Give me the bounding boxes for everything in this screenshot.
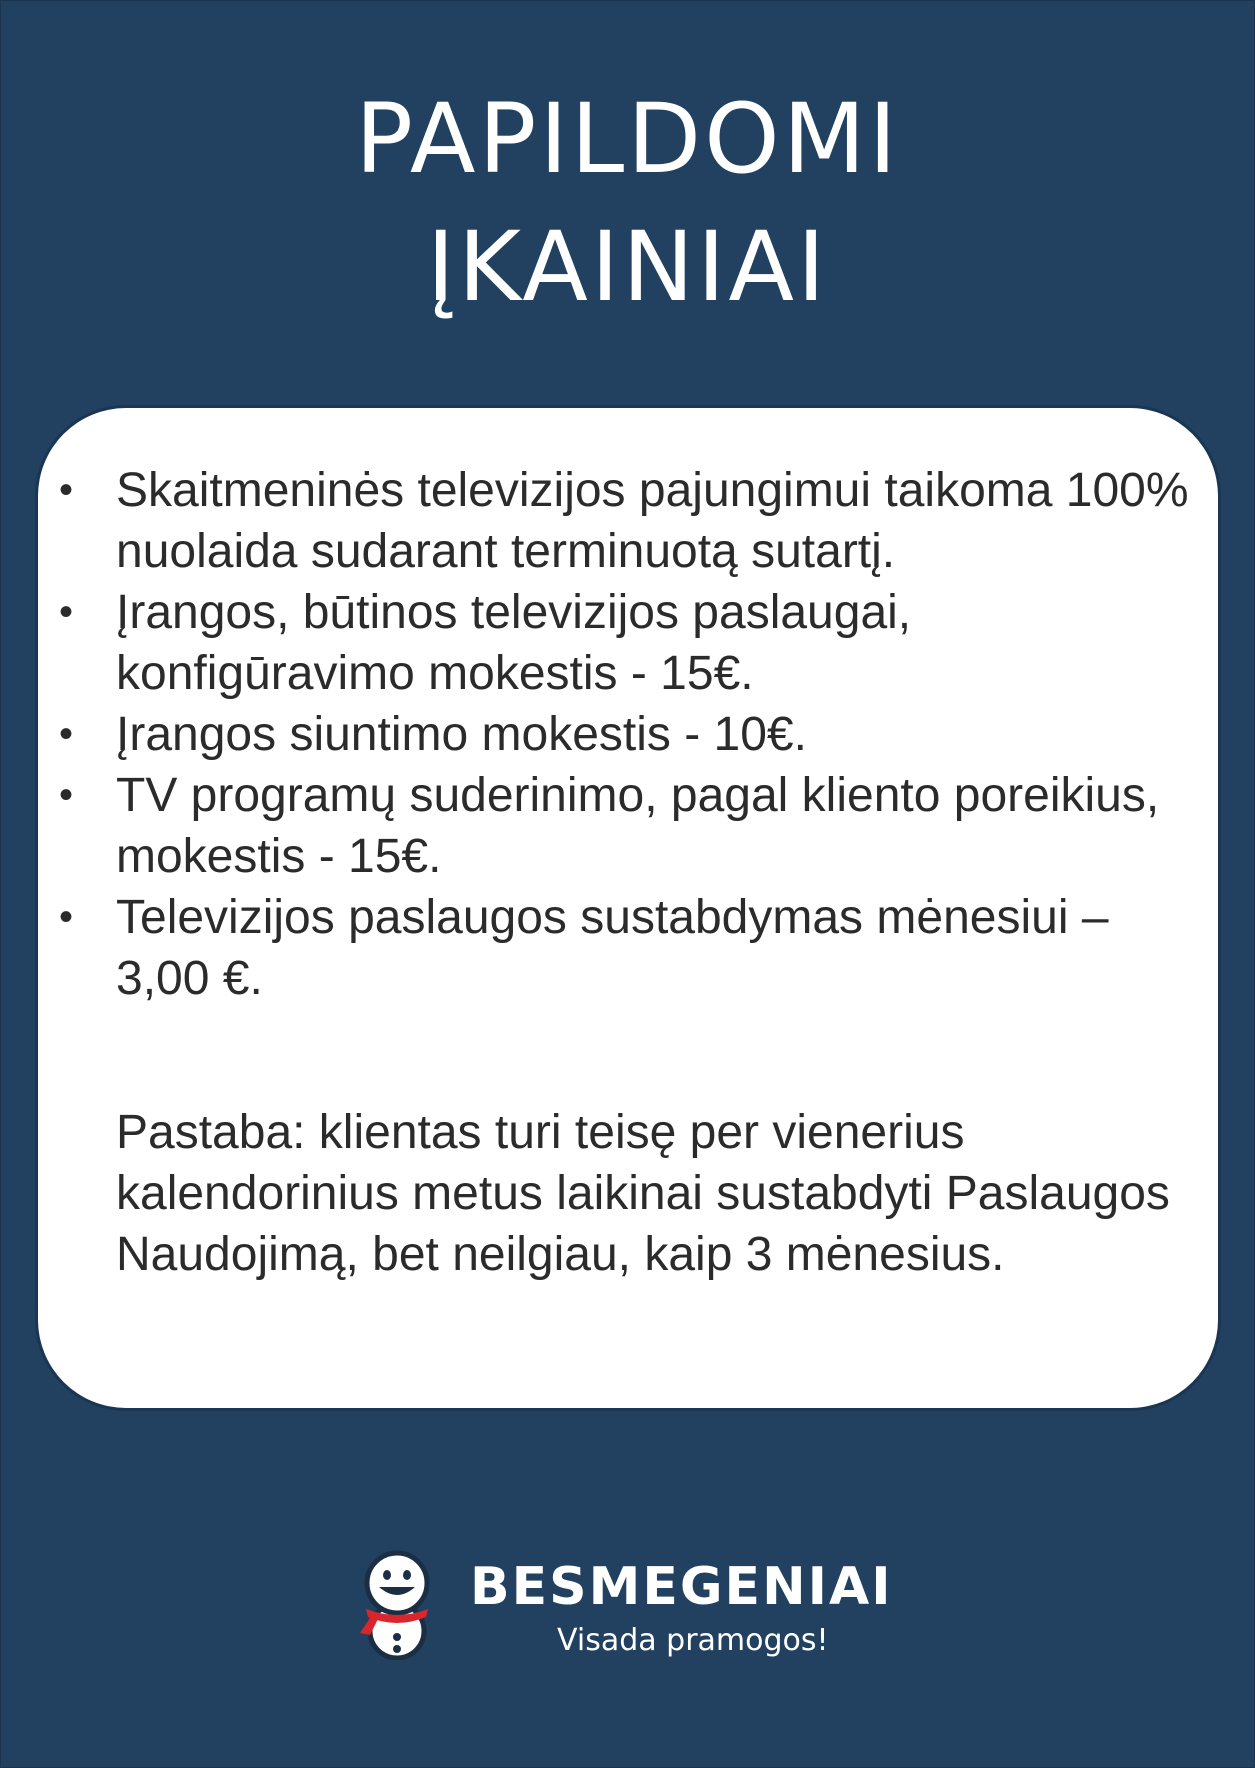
list-item bbox=[38, 765, 1218, 887]
bullet-icon: • bbox=[59, 590, 74, 634]
list-item bbox=[38, 582, 1218, 704]
page-title bbox=[0, 75, 1255, 331]
pricing-list bbox=[38, 460, 1218, 1009]
list-item-text: TV programų suderinimo, pagal kliento poreikius, mokestis - 15€. bbox=[116, 769, 1160, 883]
brand-tagline: Visada pramogos! bbox=[557, 1623, 829, 1658]
list-item-text: Skaitmeninės televizijos pajungimui taikoma 100% nuolaida sudarant terminuotą sutartį. bbox=[116, 464, 1189, 578]
list-item-text: Įrangos siuntimo mokestis - 10€. bbox=[116, 708, 807, 761]
page-title-line-2: ĮKAINIAI bbox=[426, 211, 829, 323]
page-title-line-1: PAPILDOMI bbox=[355, 83, 900, 195]
pricing-card bbox=[38, 408, 1218, 1408]
bullet-icon: • bbox=[59, 773, 74, 817]
bullet-icon: • bbox=[59, 895, 74, 939]
list-item bbox=[38, 704, 1218, 765]
snowman-icon bbox=[352, 1545, 442, 1660]
bullet-icon: • bbox=[59, 468, 74, 512]
list-item bbox=[38, 460, 1218, 582]
list-item-text: Televizijos paslaugos sustabdymas mėnesiui – 3,00 €. bbox=[116, 891, 1109, 1005]
brand-logo bbox=[352, 1545, 912, 1665]
bullet-icon: • bbox=[59, 712, 74, 756]
brand-name: BESMEGENIAI bbox=[470, 1557, 893, 1617]
list-item bbox=[38, 887, 1218, 1009]
list-item-text: Įrangos, būtinos televizijos paslaugai, konfigūravimo mokestis - 15€. bbox=[116, 586, 912, 700]
note-text: Pastaba: klientas turi teisę per vienerius kalendorinius metus laikinai sustabdyti Paslaugos Naudojimą, bet neilgiau, kaip 3 mėnesius. bbox=[116, 1106, 1170, 1281]
